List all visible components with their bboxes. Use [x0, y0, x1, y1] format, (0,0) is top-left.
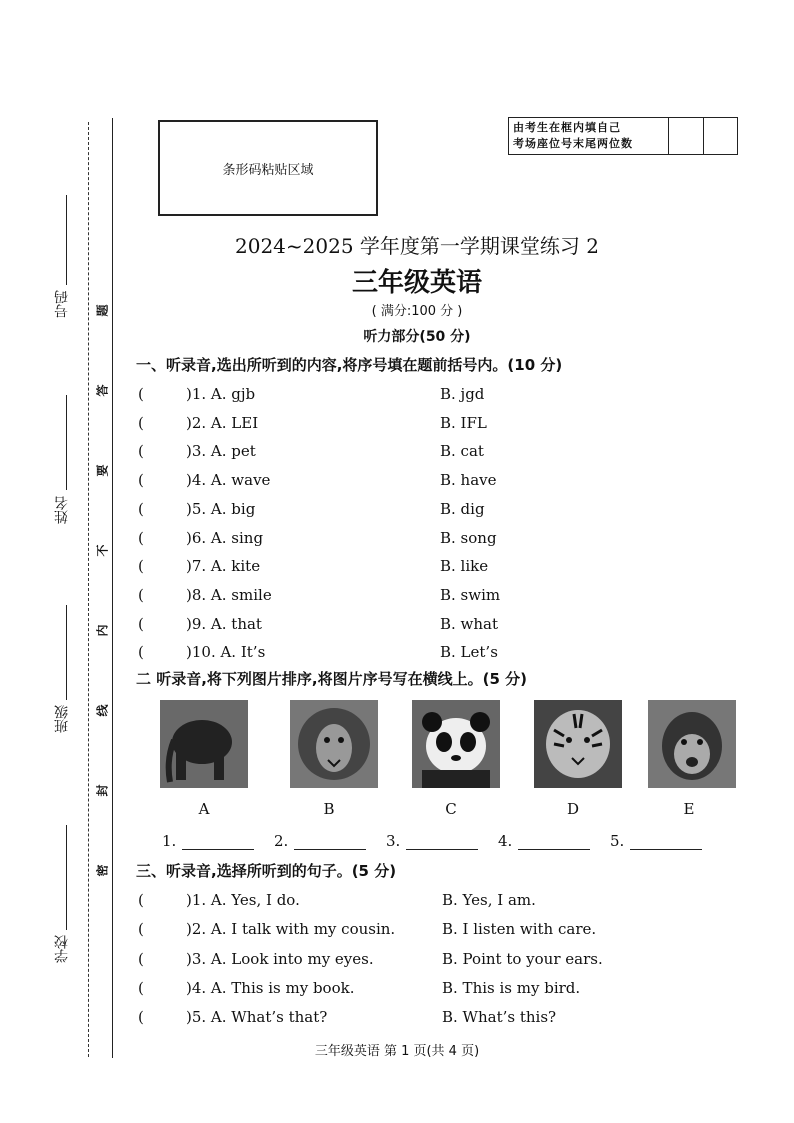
answer-blank-4[interactable]: 4.: [498, 832, 590, 850]
option-b: B. like: [440, 557, 489, 576]
option-a: )10. A. It’s: [186, 643, 266, 662]
answer-bracket[interactable]: (: [138, 1008, 144, 1027]
class-line: [66, 605, 67, 700]
answer-bracket[interactable]: (: [138, 978, 144, 997]
section-2-heading: 二 听录音,将下列图片排序,将图片序号写在横线上。(5 分): [136, 670, 527, 688]
name-line: [66, 395, 67, 490]
answer-bracket[interactable]: (: [138, 585, 144, 604]
question-row: [138, 556, 698, 578]
seat-digit-cell[interactable]: [704, 118, 738, 154]
lion-photo: [290, 700, 378, 788]
picture-label-a: A: [198, 800, 210, 818]
option-a: )2. A. LEI: [186, 413, 259, 432]
answer-blank-1[interactable]: 1.: [162, 832, 254, 850]
question-row: [138, 384, 698, 406]
option-b: B. This is my bird.: [442, 978, 581, 997]
option-b: B. Let’s: [440, 643, 498, 662]
seal-char: 密: [95, 864, 110, 877]
answer-bracket[interactable]: (: [138, 643, 144, 662]
picture-label-e: E: [683, 800, 695, 818]
answer-blank-3[interactable]: 3.: [386, 832, 478, 850]
question-row: [138, 1007, 698, 1029]
seat-instruction: 由考生在框内填自己 考场座位号末尾两位数: [509, 118, 669, 154]
seal-char: 内: [95, 624, 110, 637]
option-a: )3. A. pet: [186, 442, 256, 461]
option-a: )1. A. Yes, I do.: [186, 891, 300, 909]
subject-title: 三年级英语: [351, 268, 482, 298]
option-b: B. Point to your ears.: [442, 949, 603, 968]
question-row: [138, 499, 698, 521]
question-row: [138, 441, 698, 463]
seal-char: 不: [95, 544, 110, 557]
answer-bracket[interactable]: (: [138, 499, 144, 518]
section-1-heading: 一、听录音,选出所听到的内容,将序号填在题前括号内。(10 分): [136, 356, 563, 374]
option-b: B. song: [440, 528, 497, 547]
question-row: [138, 528, 698, 550]
option-b: B. what: [440, 614, 499, 633]
barcode-area: [158, 120, 378, 216]
monkey-photo: [648, 700, 736, 788]
question-row: [138, 614, 698, 636]
option-a: )4. A. This is my book.: [186, 978, 355, 997]
answer-bracket[interactable]: (: [138, 949, 144, 968]
seal-char: 封: [95, 784, 110, 797]
option-a: )5. A. What’s that?: [186, 1008, 328, 1027]
option-b: B. I listen with care.: [442, 920, 597, 939]
option-a: )9. A. that: [186, 614, 262, 633]
answer-bracket[interactable]: (: [138, 920, 144, 939]
option-a: )6. A. sing: [186, 528, 264, 547]
seat-number-box[interactable]: [508, 117, 738, 155]
exam-title: 2024~2025 学年度第一学期课堂练习 2: [235, 234, 599, 258]
question-row: [138, 890, 698, 912]
option-a: )3. A. Look into my eyes.: [186, 949, 374, 968]
full-score: ( 满分:100 分 ): [371, 304, 463, 319]
name-label: 姓名: [54, 496, 70, 524]
seal-char: 要: [95, 464, 110, 477]
tiger-photo: [534, 700, 622, 788]
picture-label-c: C: [445, 800, 457, 818]
school-line: [66, 825, 67, 930]
answer-bracket[interactable]: (: [138, 557, 144, 576]
option-b: B. swim: [440, 585, 501, 604]
question-row: [138, 978, 698, 1000]
part-title: 听力部分(50 分): [363, 329, 471, 345]
answer-bracket[interactable]: (: [138, 413, 144, 432]
option-a: )7. A. kite: [186, 557, 261, 576]
seal-char: 答: [95, 384, 110, 397]
question-row: [138, 413, 698, 435]
answer-bracket[interactable]: (: [138, 614, 144, 633]
option-a: )2. A. I talk with my cousin.: [186, 920, 396, 939]
option-b: B. have: [440, 471, 497, 490]
option-a: )8. A. smile: [186, 585, 272, 604]
option-a: )5. A. big: [186, 499, 256, 518]
option-b: B. dig: [440, 499, 485, 518]
question-row: [138, 949, 698, 971]
answer-bracket[interactable]: (: [138, 385, 144, 403]
number-label: 号码: [54, 290, 70, 318]
seat-digit-cell[interactable]: [669, 118, 704, 154]
question-row: [138, 470, 698, 492]
question-row: [138, 585, 698, 607]
seal-char: 线: [95, 704, 110, 717]
panda-photo: [412, 700, 500, 788]
option-b: B. Yes, I am.: [442, 891, 536, 909]
option-b: B. jgd: [440, 385, 485, 403]
question-row: [138, 919, 698, 941]
option-a: )4. A. wave: [186, 471, 271, 490]
picture-label-b: B: [323, 800, 335, 818]
option-b: B. What’s this?: [442, 1008, 557, 1027]
answer-bracket[interactable]: (: [138, 442, 144, 461]
answer-bracket[interactable]: (: [138, 471, 144, 490]
answer-blank-5[interactable]: 5.: [610, 832, 702, 850]
school-label: 学校: [54, 935, 70, 963]
answer-blank-2[interactable]: 2.: [274, 832, 366, 850]
question-row: [138, 642, 698, 664]
answer-bracket[interactable]: (: [138, 891, 144, 909]
picture-label-d: D: [566, 800, 580, 818]
barcode-label: 条形码粘贴区域: [222, 162, 314, 178]
binding-solid-line: [112, 118, 113, 1058]
option-b: B. IFL: [440, 413, 487, 432]
class-label: 班级: [54, 705, 70, 733]
option-a: )1. A. gjb: [186, 385, 256, 403]
option-b: B. cat: [440, 442, 484, 461]
section-3-heading: 三、听录音,选择所听到的句子。(5 分): [136, 862, 397, 880]
seal-char: 题: [95, 304, 110, 317]
elephant-photo: [160, 700, 248, 788]
page-footer: 三年级英语 第 1 页(共 4 页): [314, 1044, 480, 1059]
answer-bracket[interactable]: (: [138, 528, 144, 547]
